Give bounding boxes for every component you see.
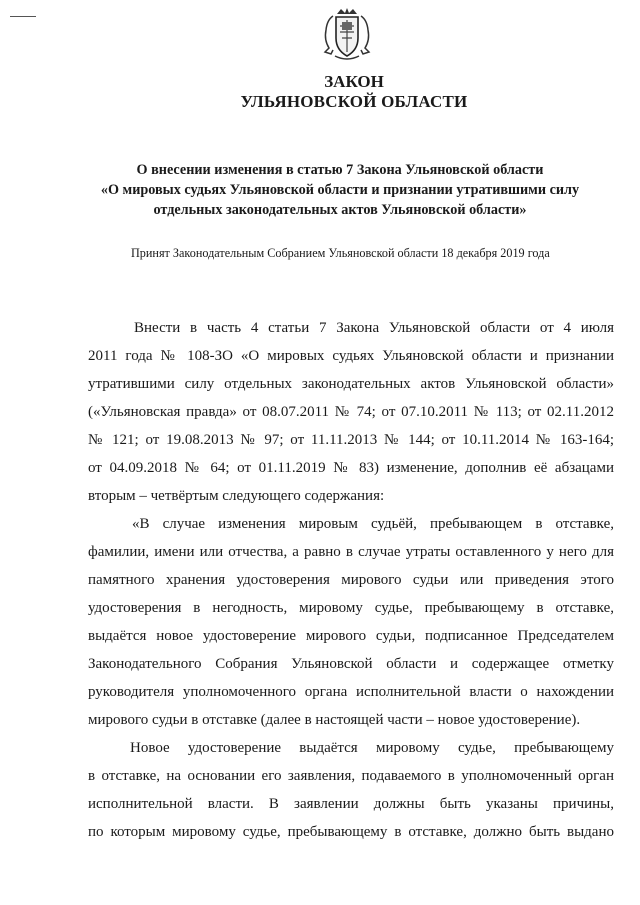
title-line: О внесении изменения в статью 7 Закона Ульяновской области <box>136 162 544 178</box>
body-line: («Ульяновская правда» от 08.07.2011 № 74; от 07.10.2011 № 113; от 02.11.2012 <box>88 404 614 420</box>
body-line: 2011 года № 108-ЗО «О мировых судьях Ульяновской области и признании <box>88 348 614 364</box>
body-line: в отставке, на основании его заявления, подаваемого в уполномоченный орган <box>88 768 614 784</box>
body-line: № 121; от 19.08.2013 № 97; от 11.11.2013 № 144; от 10.11.2014 № 163-164; <box>88 432 614 448</box>
title-line: «О мировых судьях Ульяновской области и признании утратившими силу <box>100 182 580 198</box>
scan-artifact <box>10 16 36 17</box>
region-name: УЛЬЯНОВСКОЙ ОБЛАСТИ <box>240 92 468 111</box>
body-line: Новое удостоверение выдаётся мировому судье, пребывающему <box>130 740 614 756</box>
body-line: Законодательного Собрания Ульяновской области и содержащее отметку <box>88 656 614 672</box>
body-line: памятного хранения удостоверения мирового судьи или приведения этого <box>88 572 614 588</box>
title-line: отдельных законодательных актов Ульяновской области» <box>153 202 527 218</box>
law-word: ЗАКОН <box>324 72 384 91</box>
document-title <box>60 160 620 220</box>
body-line: по которым мировому судье, пребывающему в отставке, должно быть выдано <box>88 824 614 840</box>
body-line: утратившими силу отдельных законодательных актов Ульяновской области» <box>88 376 614 392</box>
body-line: фамилии, имени или отчества, а равно в случае утраты оставленного у него для <box>88 544 614 560</box>
body-line: исполнительной власти. В заявлении должны быть указаны причины, <box>88 796 614 812</box>
body-line: от 04.09.2018 № 64; от 01.11.2019 № 83) изменение, дополнив её абзацами <box>88 460 614 476</box>
body-line: вторым – четвёртым следующего содержания: <box>88 488 385 504</box>
body-line: мирового судьи в отставке (далее в настоящей части – новое удостоверение). <box>88 712 581 728</box>
body-line: руководителя уполномоченного органа исполнительной власти о нахождении <box>88 684 614 700</box>
body-line: Внести в часть 4 статьи 7 Закона Ульяновской области от 4 июля <box>134 320 614 336</box>
body-line: удостоверения в негодность, мировому судье, пребывающему в отставке, <box>88 600 614 616</box>
coat-of-arms-icon <box>321 6 373 64</box>
body-line: «В случае изменения мировым судьёй, пребывающем в отставке, <box>132 516 614 532</box>
body-line: выдаётся новое удостоверение мирового судьи, подписанное Председателем <box>88 628 614 644</box>
adoption-note: Принят Законодательным Собранием Ульяновской области 18 декабря 2019 года <box>131 246 550 260</box>
